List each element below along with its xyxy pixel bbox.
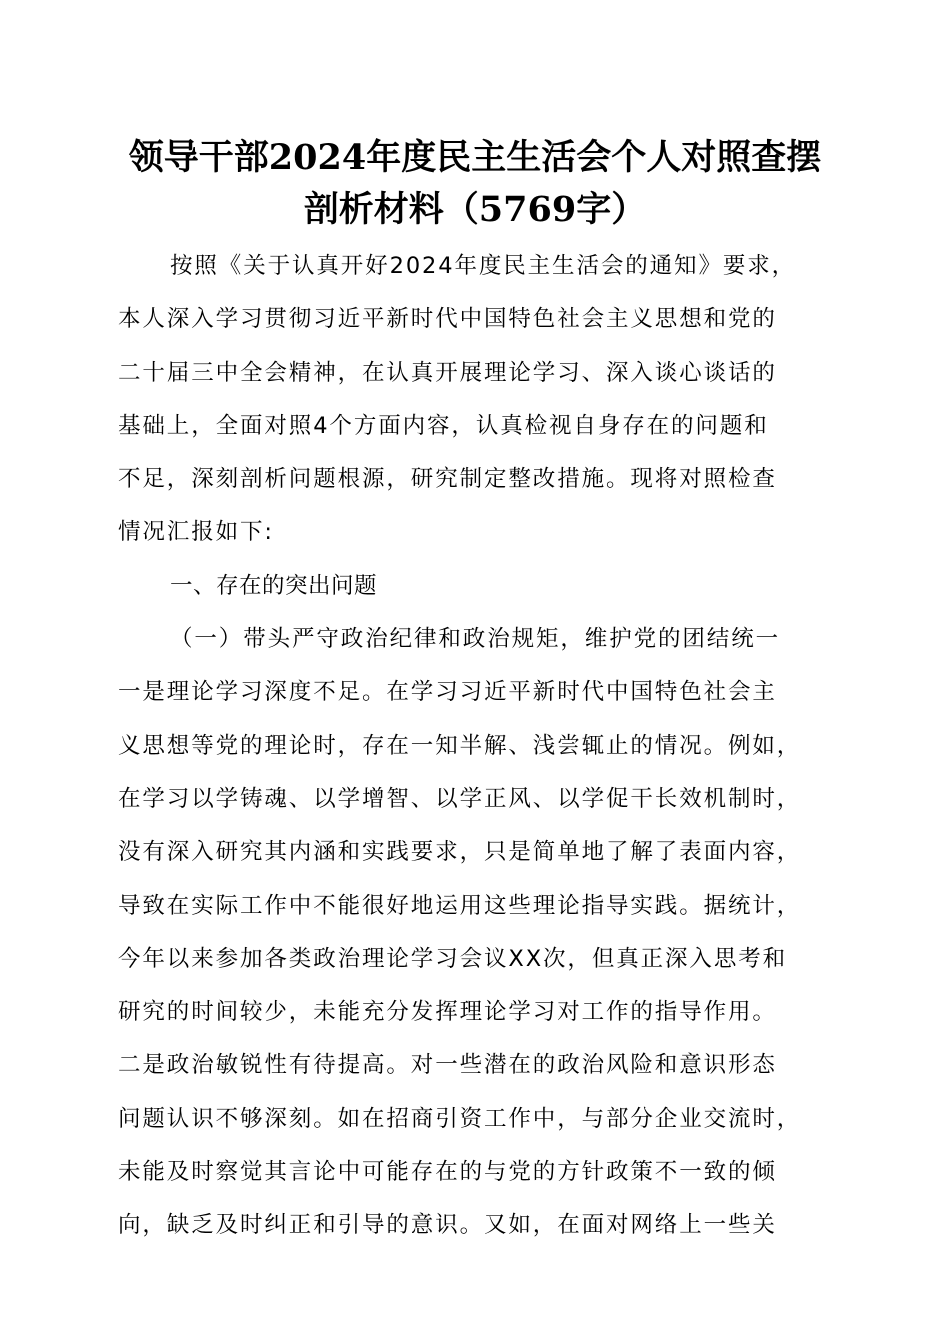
paragraph-line: 没有深入研究其内涵和实践要求，只是简单地了解了表面内容， bbox=[118, 839, 802, 866]
document-body bbox=[118, 240, 833, 1253]
section-heading: 一、存在的突出问题 bbox=[170, 572, 378, 599]
paragraph-line: 本人深入学习贯彻习近平新时代中国特色社会主义思想和党的 bbox=[118, 306, 777, 333]
paragraph-line: 基础上，全面对照4个方面内容，认真检视自身存在的问题和 bbox=[118, 412, 769, 439]
paragraph-line: 情况汇报如下: bbox=[118, 519, 274, 546]
paragraph-line: 义思想等党的理论时，存在一知半解、浅尝辄止的情况。例如， bbox=[118, 732, 802, 759]
paragraph-line: 导致在实际工作中不能很好地运用这些理论指导实践。据统计， bbox=[118, 892, 802, 919]
paragraph-line: 不足，深刻剖析问题根源，研究制定整改措施。现将对照检查 bbox=[118, 466, 777, 493]
paragraph-line: 一是理论学习深度不足。在学习习近平新时代中国特色社会主 bbox=[118, 679, 777, 706]
subsection-heading: （一）带头严守政治纪律和政治规矩，维护党的团结统一 bbox=[170, 626, 781, 653]
paragraph-line: 二十届三中全会精神，在认真开展理论学习、深入谈心谈话的 bbox=[118, 359, 777, 386]
paragraph-line: 未能及时察觉其言论中可能存在的与党的方针政策不一致的倾 bbox=[118, 1159, 777, 1186]
paragraph-line: 在学习以学铸魂、以学增智、以学正风、以学促干长效机制时， bbox=[118, 785, 802, 812]
paragraph-line: 今年以来参加各类政治理论学习会议XX次，但真正深入思考和 bbox=[118, 945, 788, 972]
document-title-line-2: 剖析材料（5769字） bbox=[303, 189, 647, 230]
paragraph-line: 问题认识不够深刻。如在招商引资工作中，与部分企业交流时， bbox=[118, 1105, 802, 1132]
paragraph-line: 二是政治敏锐性有待提高。对一些潜在的政治风险和意识形态 bbox=[118, 1052, 777, 1079]
paragraph-line: 按照《关于认真开好2024年度民主生活会的通知》要求， bbox=[170, 253, 797, 279]
paragraph-line: 向，缺乏及时纠正和引导的意识。又如，在面对网络上一些关 bbox=[118, 1212, 777, 1239]
document-title-line-1: 领导干部2024年度民主生活会个人对照查摆 bbox=[128, 137, 822, 178]
paragraph-line: 研究的时间较少，未能充分发挥理论学习对工作的指导作用。 bbox=[118, 999, 777, 1026]
